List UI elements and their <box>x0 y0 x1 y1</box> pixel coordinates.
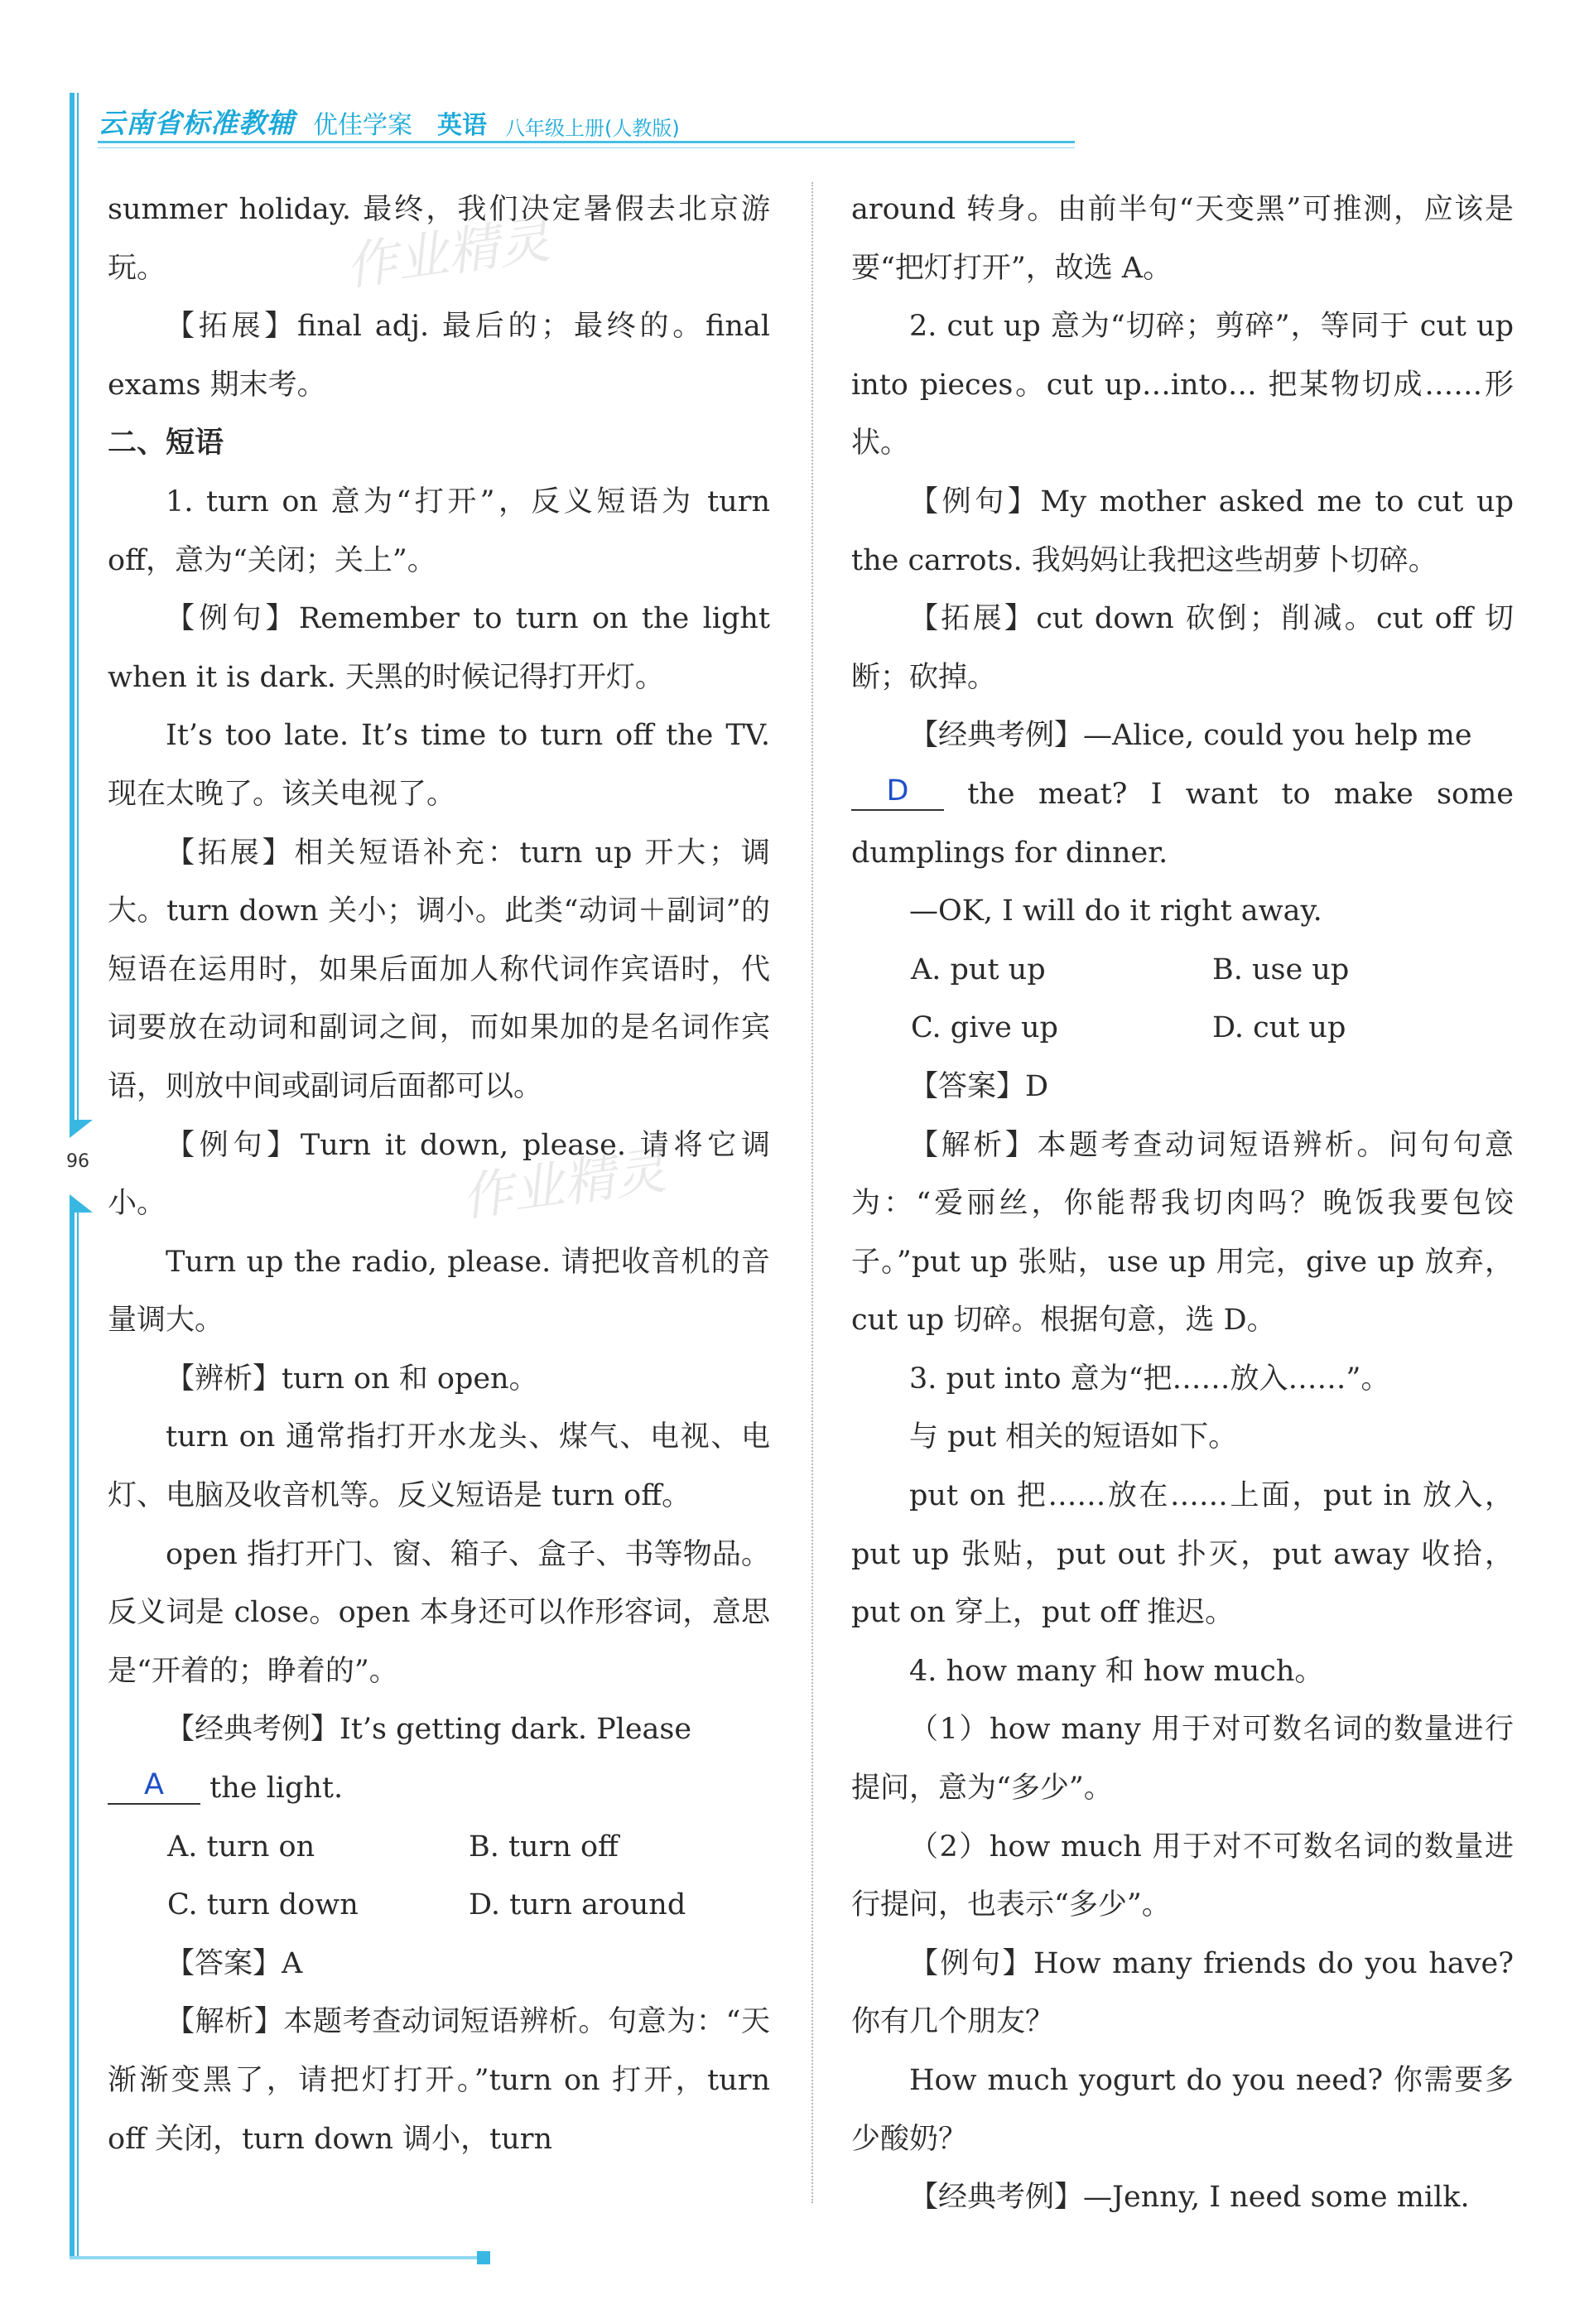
paragraph: put on 把……放在……上面，put in 放入，put up 张贴，put out 扑灭，put away 收拾，put on 穿上，put off 推迟。 <box>851 1479 1514 1630</box>
paragraph: How much yogurt do you need? 你需要多少酸奶？ <box>851 2064 1514 2156</box>
paragraph: Turn up the radio, please. 请把收音机的音量调大。 <box>108 1245 770 1338</box>
answer: 【答案】D <box>909 1069 1049 1103</box>
paragraph: —OK, I will do it right away. <box>909 894 1322 928</box>
analysis: 【解析】本题考查动词短语辨析。句意为：“天渐渐变黑了，请把灯打开。”turn on 打开，turn off 关闭，turn down 调小，turn <box>108 2005 770 2156</box>
question-line <box>851 765 1514 882</box>
paragraph: 【例句】Remember to turn on the light when it is dark. 天黑的时候记得打开灯。 <box>108 602 770 694</box>
left-margin-bar-lower <box>70 1209 75 2256</box>
header-grade: 八年级上册(人教版) <box>505 117 680 140</box>
paragraph: 【例句】My mother asked me to cut up the carrots. 我妈妈让我把这些胡萝卜切碎。 <box>851 485 1514 577</box>
options-row <box>108 1818 770 1877</box>
option-a: A. put up <box>911 952 1046 986</box>
paragraph: 【经典考例】—Jenny, I need some milk. <box>909 2181 1470 2215</box>
section-heading: 二、短语 <box>108 427 224 460</box>
option-b: B. use up <box>1212 952 1350 986</box>
answer: 【答案】A <box>166 1946 303 1980</box>
left-bar-cap <box>70 1120 93 1138</box>
paragraph: 【经典考例】—Alice, could you help me <box>909 719 1472 753</box>
option-d: D. turn around <box>469 1888 686 1922</box>
paragraph: （1）how many 用于对可数名词的数量进行提问，意为“多少”。 <box>851 1713 1514 1806</box>
option-b: B. turn off <box>469 1830 619 1864</box>
header-series: 优佳学案 <box>313 111 412 140</box>
option-c: C. turn down <box>167 1888 359 1922</box>
paragraph: 3. put into 意为“把……放入……”。 <box>909 1362 1390 1396</box>
left-margin-bar <box>70 93 75 1120</box>
paragraph: 【拓展】相关短语补充：turn up 开大；调大。turn down 关小；调小。此类“动词＋副词”的短语在运用时，如果后面加人称代词作宾语时，代词要放在动词和副词之间，而如果加的是名词作宾语，则放中间或副词后面都可以。 <box>108 836 770 1103</box>
paragraph: open 指打开门、窗、箱子、盒子、书等物品。反义词是 close。open 本身还可以作形容词，意思是“开着的；睁着的”。 <box>108 1537 770 1688</box>
watermark: 作业精灵 <box>341 209 554 297</box>
paragraph: around 转身。由前半句“天变黑”可推测，应该是要“把灯打开”，故选 A。 <box>851 193 1514 285</box>
paragraph: 【拓展】final adj. 最后的；最终的。final exams 期末考。 <box>108 310 770 402</box>
question-line <box>108 1759 770 1818</box>
paragraph: 【例句】How many friends do you have? 你有几个朋友？ <box>851 1946 1514 2039</box>
left-margin-thin-bar <box>77 93 79 1120</box>
option-a: A. turn on <box>167 1830 315 1864</box>
page-header <box>98 93 1075 141</box>
header-rule-thin <box>98 147 1075 148</box>
analysis: 【解析】本题考查动词短语辨析。问句句意为：“爱丽丝，你能帮我切肉吗？晚饭我要包饺子。”put up 张贴，use up 用完，give up 放弃，cut up 切碎。根据句意，选 D。 <box>851 1128 1514 1338</box>
paragraph: 【例句】Turn it down, please. 请将它调小。 <box>108 1128 770 1221</box>
option-d: D. cut up <box>1212 1011 1346 1045</box>
answer-blank: A <box>108 1767 200 1805</box>
paragraph: 【经典考例】It’s getting dark. Please <box>166 1713 692 1747</box>
options-row <box>851 941 1514 1000</box>
paragraph: （2）how much 用于对不可数名词的数量进行提问，也表示“多少”。 <box>851 1830 1514 1922</box>
right-column <box>851 181 1514 2227</box>
header-subject: 英语 <box>437 111 487 140</box>
paragraph: 2. cut up 意为“切碎；剪碎”，等同于 cut up into pieces。cut up…into… 把某物切成……形状。 <box>851 310 1514 460</box>
header-brand: 云南省标准教辅 <box>98 107 295 139</box>
question-text: the light. <box>209 1772 344 1806</box>
paragraph: 1. turn on 意为“打开”，反义短语为 turn off，意为“关闭；关上”。 <box>108 485 770 577</box>
column-divider <box>811 182 813 2203</box>
paragraph: 【拓展】cut down 砍倒；削减。cut off 切断；砍掉。 <box>851 602 1514 694</box>
left-column <box>108 181 770 2168</box>
footer-rule <box>70 2256 484 2259</box>
option-c: C. give up <box>911 1011 1058 1045</box>
footer-square <box>477 2251 490 2264</box>
options-row <box>851 999 1514 1058</box>
page-number: 96 <box>66 1151 89 1172</box>
paragraph: It’s too late. It’s time to turn off the TV. 现在太晚了。该关电视了。 <box>108 719 770 811</box>
paragraph: 4. how many 和 how much。 <box>909 1654 1324 1688</box>
answer-blank: D <box>851 773 944 811</box>
paragraph: 与 put 相关的短语如下。 <box>909 1420 1238 1454</box>
watermark: 作业精灵 <box>457 1140 670 1228</box>
paragraph: summer holiday. 最终，我们决定暑假去北京游玩。 <box>108 193 770 285</box>
options-row <box>108 1876 770 1935</box>
paragraph: 【辨析】turn on 和 open。 <box>166 1362 538 1396</box>
question-text: the meat? I want to make some dumplings for dinner. <box>851 777 1514 870</box>
header-rule <box>98 141 1075 143</box>
paragraph: turn on 通常指打开水龙头、煤气、电视、电灯、电脑及收音机等。反义短语是 turn off。 <box>108 1420 770 1513</box>
left-margin-thin-bar-lower <box>77 1209 79 2256</box>
